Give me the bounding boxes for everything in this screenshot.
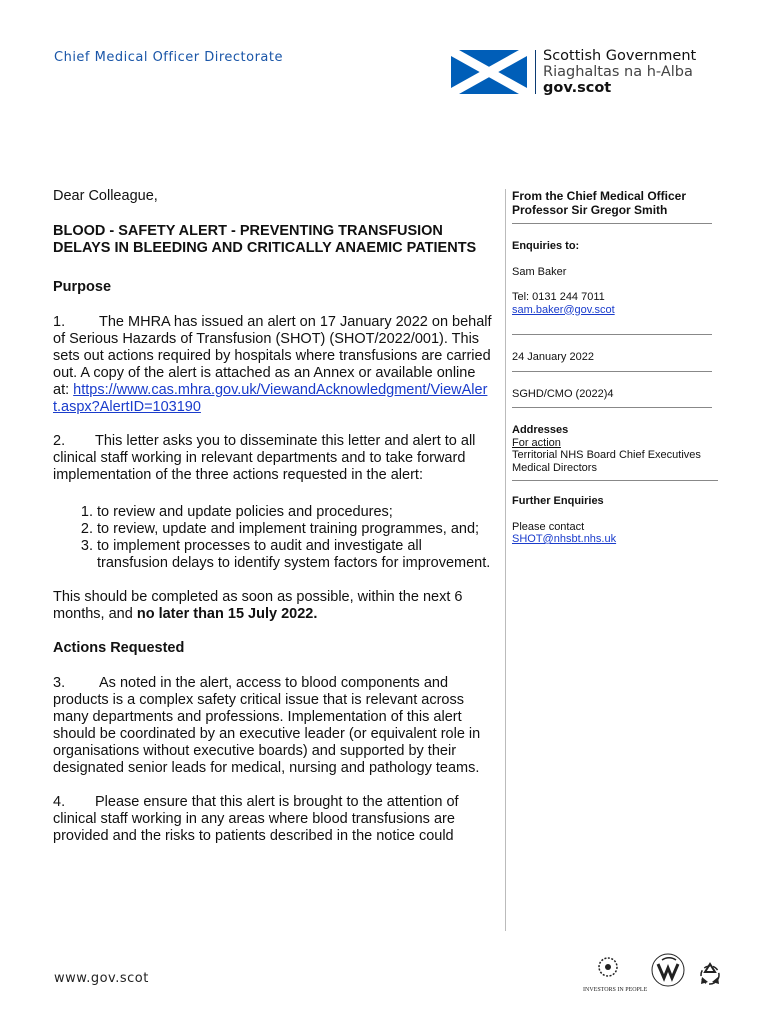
completion-paragraph [53, 589, 493, 623]
recipient-line-1: Territorial NHS Board Chief Executives [512, 449, 701, 461]
investors-in-people-icon [599, 958, 617, 976]
divider [512, 480, 718, 481]
divider [512, 371, 712, 372]
recycle-icon [701, 964, 719, 984]
divider [512, 334, 712, 335]
letter-subject: BLOOD - SAFETY ALERT - PREVENTING TRANSFUSION DELAYS IN BLEEDING AND CRITICALLY ANAEMIC PATIENTS [53, 223, 477, 256]
contact-tel: Tel: 0131 244 7011 [512, 291, 605, 303]
iip-label: INVESTORS IN PEOPLE [583, 987, 648, 993]
logo-divider [535, 50, 536, 94]
recipient-line-2: Medical Directors [512, 461, 597, 474]
contact-name: Sam Baker [512, 265, 567, 278]
actions-list [53, 504, 493, 572]
logo-line-english: Scottish Government [543, 48, 697, 64]
footer-accreditation-logos [580, 950, 730, 1000]
saltire-flag-icon [451, 50, 527, 94]
letter-date: 24 January 2022 [512, 351, 594, 363]
further-enquiries-label: Further Enquiries [512, 495, 604, 507]
list-item: 2. to review, update and implement training programmes, and; [97, 521, 493, 538]
logo-line-domain: gov.scot [543, 80, 612, 96]
for-action-label: For action [512, 436, 561, 449]
scottish-government-logo [451, 48, 731, 98]
greeting: Dear Colleague, [53, 188, 158, 204]
disability-confident-icon [652, 954, 684, 986]
contact-email-link[interactable]: sam.baker@gov.scot [512, 303, 615, 316]
purpose-heading: Purpose [53, 279, 112, 295]
paragraph-3 [53, 675, 493, 777]
paragraph-number: 4. [53, 794, 66, 810]
addresses-label: Addresses [512, 424, 569, 436]
paragraph-number: 2. [53, 433, 66, 449]
letter-reference: SGHD/CMO (2022)4 [512, 387, 614, 400]
paragraph-2-text: This letter asks you to disseminate this letter and alert to all clinical staff working in relevant departments and to take forward implementation of the three actions requested in the alert: [53, 433, 476, 483]
accreditation-icons [580, 950, 730, 1000]
from-line-1: From the Chief Medical Officer [512, 189, 687, 203]
further-contact-text: Please contact [512, 520, 585, 533]
mhra-alert-link[interactable]: https://www.cas.mhra.gov.uk/ViewandAcknowledgment/ViewAlert.aspx?AlertID=103190 [53, 382, 488, 415]
paragraph-1-text: The MHRA has issued an alert on 17 January 2022 on behalf of Serious Hazards of Transfusion (SHOT) (SHOT/2022/001). This sets out actions required by hospitals where transfusions are carried out. A copy of the alert is attached as an Annex or available online at: [53, 314, 492, 398]
divider [512, 407, 712, 408]
paragraph-4 [53, 794, 493, 845]
list-item: 3. to implement processes to audit and investigate all transfusion delays to identify system factors for improvement. [97, 538, 493, 572]
letter-body [53, 188, 493, 862]
paragraph-4-text: Please ensure that this alert is brought to the attention of clinical staff working in any areas where blood transfusions are provided and the risks to patients described in the notice could [53, 794, 459, 844]
department-name: Chief Medical Officer Directorate [54, 50, 283, 65]
paragraph-2 [53, 433, 493, 484]
paragraph-1 [53, 314, 493, 416]
enquiries-label: Enquiries to: [512, 240, 580, 252]
footer-url: www.gov.scot [54, 971, 149, 986]
letter-sidebar [505, 189, 726, 931]
list-item: 1. to review and update policies and procedures; [97, 504, 493, 521]
actions-requested-heading: Actions Requested [53, 640, 185, 656]
paragraph-3-text: As noted in the alert, access to blood components and products is a complex safety critical issue that is relevant across many departments and professions. Implementation of this alert should be coordinated by an executive leader (or equivalent role in organisations without executive boards) and supported by their designated senior leads for medical, nursing and pathology teams. [53, 675, 481, 776]
further-email-link[interactable]: SHOT@nhsbt.nhs.uk [512, 533, 617, 545]
completion-deadline: no later than 15 July 2022. [136, 606, 318, 622]
from-line-2: Professor Sir Gregor Smith [512, 203, 668, 217]
logo-line-gaelic: Riaghaltas na h-Alba [543, 64, 693, 80]
completion-text: This should be completed as soon as possible, within the next 6 months, and [53, 589, 463, 622]
paragraph-number: 3. [53, 675, 66, 691]
divider [512, 223, 712, 224]
paragraph-number: 1. [53, 314, 66, 330]
